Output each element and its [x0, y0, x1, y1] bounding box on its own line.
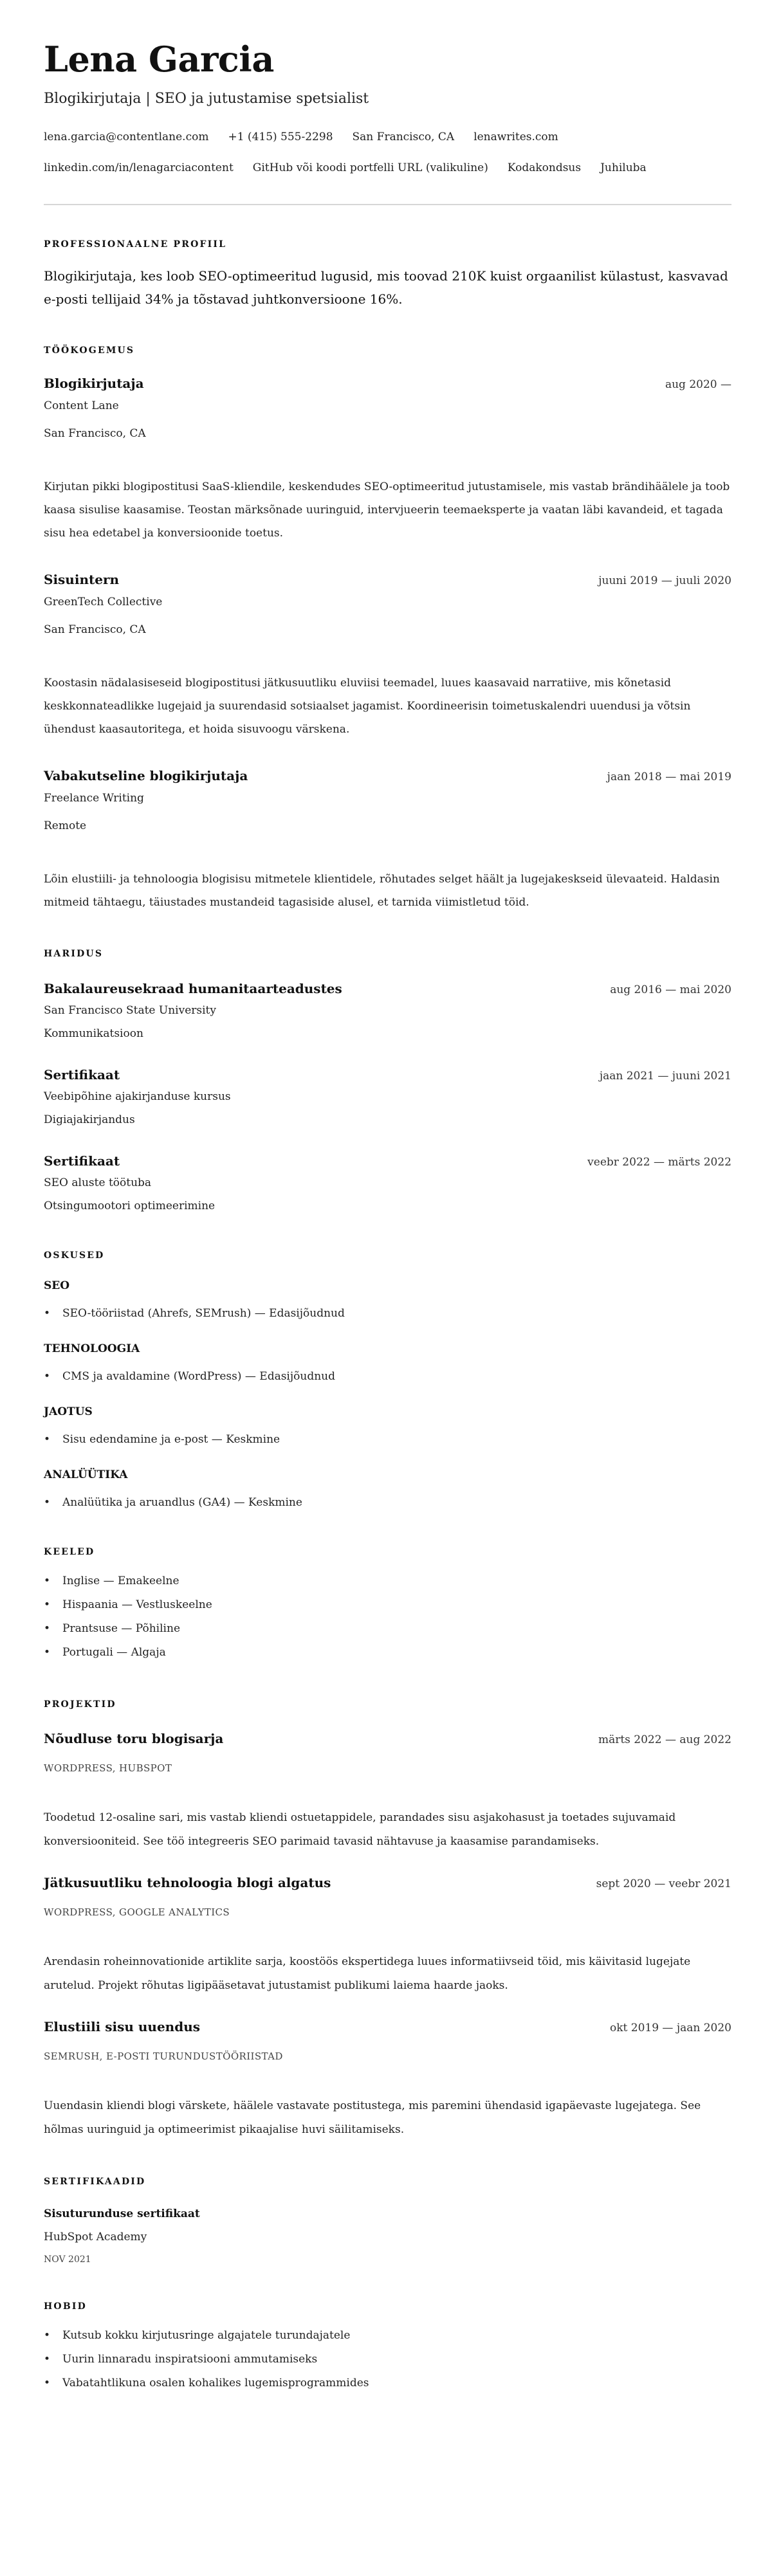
project-entry — [44, 1874, 731, 1998]
contact-email[interactable]: lena.garcia@contentlane.com — [44, 131, 209, 143]
contact-drivers-license: Juhiluba — [600, 161, 647, 174]
job-title: Blogikirjutaja — [44, 376, 144, 391]
job-description: Koostasin nädalasiseseid blogipostitusi jätkusuutliku eluviisi teemadel, luues kaasavaid narratiive, mis kõnetasid keskkonnateadlikke lugejaid ja suurendasid sotsiaalset jagamist. Koordineerisin toimetuskalendri uuendusi ja võtsin ühendust kaasautoritega, et hoida sisuvoogu värskena. — [44, 677, 691, 736]
project-description: Uuendasin kliendi blogi värskete, häälele vastavate postitustega, mis paremini ühendasid igapäevaste lugejatega. See hõlmas uuringuid ja optimeerimist pikaajalise huvi säilitamiseks. — [44, 2099, 701, 2136]
job-description: Lõin elustiili- ja tehnoloogia blogisisu mitmetele klientidele, rõhutades selget häält ja lugejakeskseid ülevaateid. Haldasin mitmeid tähtaegu, täiustades mustandeid tagasiside alusel, et tarnida viimistletud töid. — [44, 873, 720, 909]
experience-section — [44, 344, 731, 914]
job-entry — [44, 571, 731, 741]
job-entry — [44, 374, 731, 545]
education-entry — [44, 1152, 731, 1216]
certification-issuer: HubSpot Academy — [44, 2231, 147, 2243]
skill-group-heading: TEHNOLOOGIA — [44, 1342, 140, 1355]
project-dates: märts 2022 — aug 2022 — [598, 1733, 731, 1746]
education-dates: aug 2016 — mai 2020 — [610, 983, 731, 996]
education-entry — [44, 980, 731, 1043]
project-entry — [44, 1730, 731, 1854]
certification-date: NOV 2021 — [44, 2254, 91, 2265]
project-entry — [44, 2018, 731, 2142]
education-section — [44, 947, 731, 1216]
job-company: Content Lane — [44, 399, 119, 412]
contact-github: GitHub või koodi portfelli URL (valikuline) — [252, 161, 488, 174]
skill-list — [44, 1430, 731, 1449]
job-dates: jaan 2018 — mai 2019 — [607, 771, 731, 783]
project-dates: okt 2019 — jaan 2020 — [609, 2022, 731, 2034]
job-entry — [44, 767, 731, 914]
projects-section — [44, 1698, 731, 2142]
job-title: Sisuintern — [44, 572, 120, 587]
skill-list — [44, 1493, 731, 1512]
job-location: San Francisco, CA — [44, 623, 146, 636]
job-location: Remote — [44, 819, 87, 832]
education-entry — [44, 1066, 731, 1129]
hobby-item: • Kutsub kokku kirjutusringe algajatele turundajatele — [44, 2324, 731, 2348]
language-list — [44, 1569, 731, 1665]
project-description: Arendasin roheinnovationide artiklite sarja, koostöös ekspertidega luues informatiivseid töid, mis käivitasid lugejate arutelud. Projekt rõhutas ligipääsetavat jutustamist publikumi laiema haarde jaoks. — [44, 1955, 691, 1992]
degree-title: Bakalaureusekraad humanitaarteadustes — [44, 981, 342, 996]
hobbies-section — [44, 2300, 731, 2434]
job-dates: juuni 2019 — juuli 2020 — [598, 574, 731, 587]
header-divider — [44, 204, 731, 205]
skill-group-heading: JAOTUS — [44, 1405, 93, 1418]
section-heading: PROJEKTID — [44, 1699, 116, 1710]
institution: Veebipõhine ajakirjanduse kursus — [44, 1090, 231, 1103]
degree-title: Sertifikaat — [44, 1067, 120, 1082]
project-title: Jätkusuutliku tehnoloogia blogi algatus — [44, 1875, 331, 1890]
skill-item: • SEO-tööriistad (Ahrefs, SEMrush) — Edasijõudnud — [44, 1304, 731, 1323]
section-heading: PROFESSIONAALNE PROFIIL — [44, 239, 227, 250]
section-heading: HOBID — [44, 2301, 87, 2312]
institution: SEO aluste töötuba — [44, 1176, 152, 1189]
section-heading: OSKUSED — [44, 1250, 105, 1261]
hobby-list — [44, 2324, 731, 2395]
field-of-study: Otsingumootori optimeerimine — [44, 1200, 216, 1212]
contact-list — [44, 122, 731, 183]
certification-title: Sisuturunduse sertifikaat — [44, 2207, 200, 2220]
contact-citizenship: Kodakondsus — [507, 161, 582, 174]
language-item: • Inglise — Emakeelne — [44, 1569, 731, 1593]
project-tech: WORDPRESS, GOOGLE ANALYTICS — [44, 1906, 230, 1918]
job-company: Freelance Writing — [44, 792, 144, 805]
hobby-item: • Uurin linnaradu inspiratsiooni ammutamiseks — [44, 2348, 731, 2371]
job-location: San Francisco, CA — [44, 427, 146, 440]
contact-phone[interactable]: +1 (415) 555-2298 — [228, 131, 333, 143]
project-description: Toodetud 12-osaline sari, mis vastab kliendi ostuetappidele, parandades sisu asjakohasust ja toetades sujuvamaid konversiooniteid. See töö integreeris SEO parimaid tavasid nähtavuse ja kaasamise parandamiseks. — [44, 1811, 676, 1848]
section-heading: HARIDUS — [44, 949, 104, 959]
language-item: • Hispaania — Vestluskeelne — [44, 1593, 731, 1617]
skills-section — [44, 1249, 731, 1512]
institution: San Francisco State University — [44, 1004, 216, 1017]
project-tech: SEMRUSH, E-POSTI TURUNDUSTÖÖRIISTAD — [44, 2051, 283, 2062]
skill-list — [44, 1304, 731, 1323]
contact-website[interactable]: lenawrites.com — [473, 131, 558, 143]
section-heading: KEELED — [44, 1547, 95, 1557]
profile-section — [44, 238, 731, 311]
skill-list — [44, 1367, 731, 1386]
language-item: • Prantsuse — Põhiline — [44, 1617, 731, 1641]
languages-section — [44, 1546, 731, 1665]
skill-item: • Analüütika ja aruandlus (GA4) — Keskmine — [44, 1493, 731, 1512]
field-of-study: Digiajakirjandus — [44, 1113, 135, 1126]
job-dates: aug 2020 — — [665, 378, 731, 391]
job-description: Kirjutan pikki blogipostitusi SaaS-kliendile, keskendudes SEO-optimeeritud jutustamisele, mis vastab brändihäälele ja toob kaasa sisulise kaasamise. Teostan märksõnade uuringuid, intervjueerin teemaeksperte ja vaatan läbi kavandeid, et tagada sisu hea edetabel ja konversioonide toetus. — [44, 480, 730, 540]
degree-title: Sertifikaat — [44, 1153, 120, 1169]
contact-linkedin[interactable]: linkedin.com/in/lenagarciacontent — [44, 161, 234, 174]
skill-item: • CMS ja avaldamine (WordPress) — Edasijõudnud — [44, 1367, 731, 1386]
candidate-headline: Blogikirjutaja | SEO ja jutustamise spetsialist — [44, 91, 369, 107]
project-dates: sept 2020 — veebr 2021 — [596, 1877, 731, 1890]
profile-summary: Blogikirjutaja, kes loob SEO-optimeeritud lugusid, mis toovad 210K kuist orgaanilist külastust, kasvavad e-posti tellijaid 34% ja tõstavad juhtkonversioone 16%. — [44, 268, 728, 307]
skill-item: • Sisu edendamine ja e-post — Keskmine — [44, 1430, 731, 1449]
contact-location: San Francisco, CA — [352, 131, 455, 143]
candidate-name: Lena Garcia — [44, 39, 274, 80]
project-tech: WORDPRESS, HUBSPOT — [44, 1762, 172, 1774]
skill-group-heading: SEO — [44, 1279, 70, 1292]
skill-group-heading: ANALÜÜTIKA — [44, 1468, 128, 1481]
education-dates: veebr 2022 — märts 2022 — [587, 1156, 731, 1169]
project-title: Elustiili sisu uuendus — [44, 2019, 200, 2034]
language-item: • Portugali — Algaja — [44, 1641, 731, 1665]
section-heading: TÖÖKOGEMUS — [44, 345, 135, 356]
job-title: Vabakutseline blogikirjutaja — [44, 768, 248, 783]
field-of-study: Kommunikatsioon — [44, 1027, 143, 1040]
section-heading: SERTIFIKAADID — [44, 2177, 146, 2187]
education-dates: jaan 2021 — juuni 2021 — [599, 1070, 731, 1082]
certifications-section — [44, 2175, 731, 2267]
hobby-item: • Vabatahtlikuna osalen kohalikes lugemisprogrammides — [44, 2371, 731, 2395]
project-title: Nõudluse toru blogisarja — [44, 1731, 224, 1746]
job-company: GreenTech Collective — [44, 596, 163, 608]
resume-header — [44, 39, 731, 205]
resume — [0, 39, 772, 2434]
